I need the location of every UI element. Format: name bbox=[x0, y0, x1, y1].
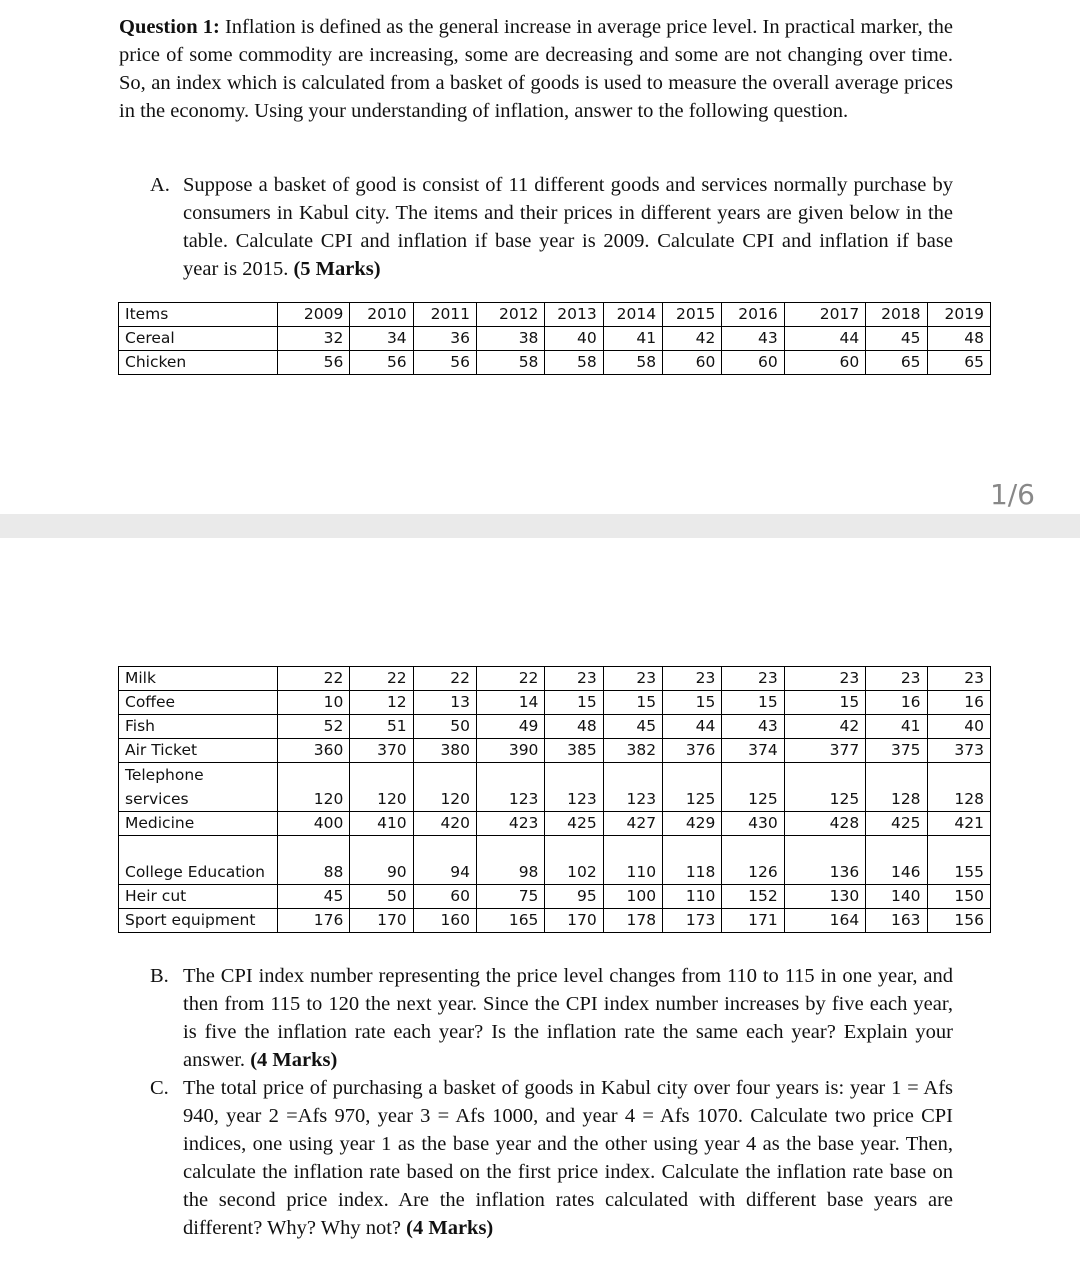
row-item-name: Air Ticket bbox=[119, 739, 278, 763]
header-year: 2011 bbox=[413, 303, 476, 327]
price-cell: 23 bbox=[866, 667, 927, 691]
price-cell: 373 bbox=[927, 739, 990, 763]
price-cell: 42 bbox=[784, 715, 865, 739]
price-cell: 374 bbox=[722, 739, 784, 763]
part-b bbox=[150, 962, 953, 1074]
price-cell: 425 bbox=[866, 812, 927, 836]
price-cell: 41 bbox=[603, 327, 662, 351]
price-cell: 156 bbox=[927, 909, 990, 933]
price-cell: 102 bbox=[545, 836, 603, 885]
price-cell: 140 bbox=[866, 885, 927, 909]
price-cell: 360 bbox=[277, 739, 349, 763]
price-table-bottom bbox=[118, 666, 991, 933]
table-row bbox=[119, 351, 991, 375]
price-cell: 45 bbox=[603, 715, 662, 739]
price-cell: 146 bbox=[866, 836, 927, 885]
price-cell: 34 bbox=[350, 327, 413, 351]
price-cell: 98 bbox=[477, 836, 545, 885]
price-cell: 23 bbox=[784, 667, 865, 691]
price-cell: 75 bbox=[477, 885, 545, 909]
price-cell: 65 bbox=[866, 351, 927, 375]
price-cell: 40 bbox=[545, 327, 603, 351]
price-cell: 22 bbox=[477, 667, 545, 691]
header-year: 2009 bbox=[277, 303, 349, 327]
price-cell: 128 bbox=[927, 763, 990, 812]
price-cell: 150 bbox=[927, 885, 990, 909]
price-cell: 400 bbox=[277, 812, 349, 836]
row-item-name: Fish bbox=[119, 715, 278, 739]
header-year: 2017 bbox=[784, 303, 865, 327]
price-cell: 40 bbox=[927, 715, 990, 739]
table-row bbox=[119, 812, 991, 836]
price-cell: 376 bbox=[663, 739, 722, 763]
price-cell: 120 bbox=[277, 763, 349, 812]
row-item-name: Heir cut bbox=[119, 885, 278, 909]
price-cell: 95 bbox=[545, 885, 603, 909]
price-cell: 120 bbox=[350, 763, 413, 812]
price-cell: 380 bbox=[413, 739, 476, 763]
price-cell: 41 bbox=[866, 715, 927, 739]
price-cell: 120 bbox=[413, 763, 476, 812]
price-cell: 60 bbox=[413, 885, 476, 909]
price-table-top bbox=[118, 302, 991, 375]
part-b-label: B. bbox=[150, 965, 169, 987]
price-cell: 48 bbox=[927, 327, 990, 351]
price-cell: 164 bbox=[784, 909, 865, 933]
header-items: Items bbox=[119, 303, 278, 327]
table-row bbox=[119, 909, 991, 933]
price-cell: 160 bbox=[413, 909, 476, 933]
price-cell: 110 bbox=[663, 885, 722, 909]
price-cell: 22 bbox=[350, 667, 413, 691]
price-cell: 152 bbox=[722, 885, 784, 909]
price-cell: 118 bbox=[663, 836, 722, 885]
price-cell: 13 bbox=[413, 691, 476, 715]
row-item-name: Cereal bbox=[119, 327, 278, 351]
price-cell: 23 bbox=[927, 667, 990, 691]
price-cell: 38 bbox=[477, 327, 545, 351]
header-year: 2016 bbox=[722, 303, 784, 327]
price-cell: 45 bbox=[866, 327, 927, 351]
header-year: 2015 bbox=[663, 303, 722, 327]
price-cell: 123 bbox=[477, 763, 545, 812]
price-cell: 60 bbox=[722, 351, 784, 375]
price-cell: 123 bbox=[603, 763, 662, 812]
part-a-marks: (5 Marks) bbox=[293, 258, 381, 280]
table-row bbox=[119, 836, 991, 885]
part-a-text: Suppose a basket of good is consist of 11 different goods and services normally purchase by consumers in Kabul city. The items and their prices in different years are given below in the table. Calculate CPI and inflation if base year is 2009. Calculate CPI and inflation if base year is 2015. (5 Marks) bbox=[183, 174, 953, 280]
price-cell: 50 bbox=[413, 715, 476, 739]
header-year: 2018 bbox=[866, 303, 927, 327]
price-cell: 36 bbox=[413, 327, 476, 351]
table-row bbox=[119, 691, 991, 715]
price-cell: 43 bbox=[722, 327, 784, 351]
price-cell: 136 bbox=[784, 836, 865, 885]
header-year: 2012 bbox=[477, 303, 545, 327]
price-cell: 58 bbox=[603, 351, 662, 375]
header-year: 2014 bbox=[603, 303, 662, 327]
price-cell: 382 bbox=[603, 739, 662, 763]
price-cell: 170 bbox=[545, 909, 603, 933]
price-cell: 377 bbox=[784, 739, 865, 763]
price-cell: 49 bbox=[477, 715, 545, 739]
price-cell: 94 bbox=[413, 836, 476, 885]
price-cell: 420 bbox=[413, 812, 476, 836]
price-cell: 421 bbox=[927, 812, 990, 836]
part-a-label: A. bbox=[150, 174, 170, 196]
row-item-name: Sport equipment bbox=[119, 909, 278, 933]
price-cell: 56 bbox=[277, 351, 349, 375]
part-c-label: C. bbox=[150, 1077, 169, 1099]
price-cell: 58 bbox=[477, 351, 545, 375]
price-cell: 128 bbox=[866, 763, 927, 812]
part-c-text: The total price of purchasing a basket of goods in Kabul city over four years is: year 1 = Afs 940, year 2 =Afs 970, year 3 = Afs 1000, and year 4 = Afs 1070. Calculate two price CPI indices, one using year 1 as the base year and the other using year 4 as the base year. Then, calculate the inflation rate based on the first price index. Calculate the inflation rate base on the second price index. Are the inflation rates calculated with different base years are different? Why? Why not? (4 Marks) bbox=[183, 1077, 953, 1239]
price-cell: 23 bbox=[545, 667, 603, 691]
row-item-name: Coffee bbox=[119, 691, 278, 715]
price-cell: 375 bbox=[866, 739, 927, 763]
part-c-marks: (4 Marks) bbox=[406, 1217, 494, 1239]
price-cell: 60 bbox=[784, 351, 865, 375]
price-cell: 56 bbox=[350, 351, 413, 375]
price-cell: 52 bbox=[277, 715, 349, 739]
price-cell: 100 bbox=[603, 885, 662, 909]
table-row bbox=[119, 667, 991, 691]
part-b-text: The CPI index number representing the price level changes from 110 to 115 in one year, and then from 115 to 120 the next year. Since the CPI index number increases by five each year, is five the inflation rate each year? Is the inflation rate the same each year? Explain your answer. (4 Marks) bbox=[183, 965, 953, 1071]
price-cell: 15 bbox=[784, 691, 865, 715]
price-cell: 56 bbox=[413, 351, 476, 375]
part-c bbox=[150, 1074, 953, 1242]
page-separator bbox=[0, 514, 1080, 538]
question-intro-text: Inflation is defined as the general increase in average price level. In practical marker, the price of some commodity are increasing, some are decreasing and some are not changing over time. So, an index which is calculated from a basket of goods is used to measure the overall average prices in the economy. Using your understanding of inflation, answer to the following question. bbox=[119, 16, 953, 122]
price-cell: 22 bbox=[277, 667, 349, 691]
price-cell: 42 bbox=[663, 327, 722, 351]
price-cell: 51 bbox=[350, 715, 413, 739]
price-cell: 423 bbox=[477, 812, 545, 836]
price-cell: 171 bbox=[722, 909, 784, 933]
price-cell: 45 bbox=[277, 885, 349, 909]
price-cell: 44 bbox=[663, 715, 722, 739]
row-item-name: Telephone services bbox=[119, 763, 278, 812]
table-row bbox=[119, 739, 991, 763]
price-cell: 10 bbox=[277, 691, 349, 715]
part-b-marks: (4 Marks) bbox=[250, 1049, 338, 1071]
header-year: 2019 bbox=[927, 303, 990, 327]
price-cell: 58 bbox=[545, 351, 603, 375]
price-cell: 50 bbox=[350, 885, 413, 909]
price-cell: 16 bbox=[866, 691, 927, 715]
price-cell: 44 bbox=[784, 327, 865, 351]
row-item-name: College Education bbox=[119, 836, 278, 885]
header-year: 2010 bbox=[350, 303, 413, 327]
price-cell: 425 bbox=[545, 812, 603, 836]
row-item-name: Medicine bbox=[119, 812, 278, 836]
price-cell: 60 bbox=[663, 351, 722, 375]
price-cell: 370 bbox=[350, 739, 413, 763]
price-cell: 15 bbox=[603, 691, 662, 715]
price-cell: 23 bbox=[722, 667, 784, 691]
price-cell: 15 bbox=[722, 691, 784, 715]
table-row bbox=[119, 715, 991, 739]
row-item-name: Milk bbox=[119, 667, 278, 691]
table-header-row bbox=[119, 303, 991, 327]
question-heading: Question 1: bbox=[119, 16, 220, 38]
page-indicator: 1/6 bbox=[989, 478, 1035, 511]
price-cell: 427 bbox=[603, 812, 662, 836]
question-intro bbox=[119, 13, 953, 125]
price-cell: 176 bbox=[277, 909, 349, 933]
price-cell: 125 bbox=[722, 763, 784, 812]
price-cell: 126 bbox=[722, 836, 784, 885]
price-cell: 390 bbox=[477, 739, 545, 763]
price-cell: 155 bbox=[927, 836, 990, 885]
price-cell: 125 bbox=[663, 763, 722, 812]
price-cell: 15 bbox=[545, 691, 603, 715]
price-cell: 165 bbox=[477, 909, 545, 933]
price-cell: 48 bbox=[545, 715, 603, 739]
row-item-name: Chicken bbox=[119, 351, 278, 375]
price-cell: 410 bbox=[350, 812, 413, 836]
price-cell: 12 bbox=[350, 691, 413, 715]
price-cell: 110 bbox=[603, 836, 662, 885]
price-cell: 65 bbox=[927, 351, 990, 375]
price-cell: 123 bbox=[545, 763, 603, 812]
price-cell: 43 bbox=[722, 715, 784, 739]
price-cell: 32 bbox=[277, 327, 349, 351]
price-cell: 173 bbox=[663, 909, 722, 933]
price-cell: 428 bbox=[784, 812, 865, 836]
price-cell: 14 bbox=[477, 691, 545, 715]
price-cell: 170 bbox=[350, 909, 413, 933]
price-cell: 178 bbox=[603, 909, 662, 933]
part-a bbox=[150, 171, 953, 283]
price-cell: 385 bbox=[545, 739, 603, 763]
price-cell: 163 bbox=[866, 909, 927, 933]
price-cell: 23 bbox=[663, 667, 722, 691]
header-year: 2013 bbox=[545, 303, 603, 327]
price-cell: 22 bbox=[413, 667, 476, 691]
price-cell: 429 bbox=[663, 812, 722, 836]
price-cell: 90 bbox=[350, 836, 413, 885]
table-row bbox=[119, 327, 991, 351]
table-row bbox=[119, 885, 991, 909]
table-row bbox=[119, 763, 991, 812]
price-cell: 430 bbox=[722, 812, 784, 836]
price-cell: 15 bbox=[663, 691, 722, 715]
price-cell: 16 bbox=[927, 691, 990, 715]
price-cell: 130 bbox=[784, 885, 865, 909]
price-cell: 88 bbox=[277, 836, 349, 885]
price-cell: 23 bbox=[603, 667, 662, 691]
price-cell: 125 bbox=[784, 763, 865, 812]
